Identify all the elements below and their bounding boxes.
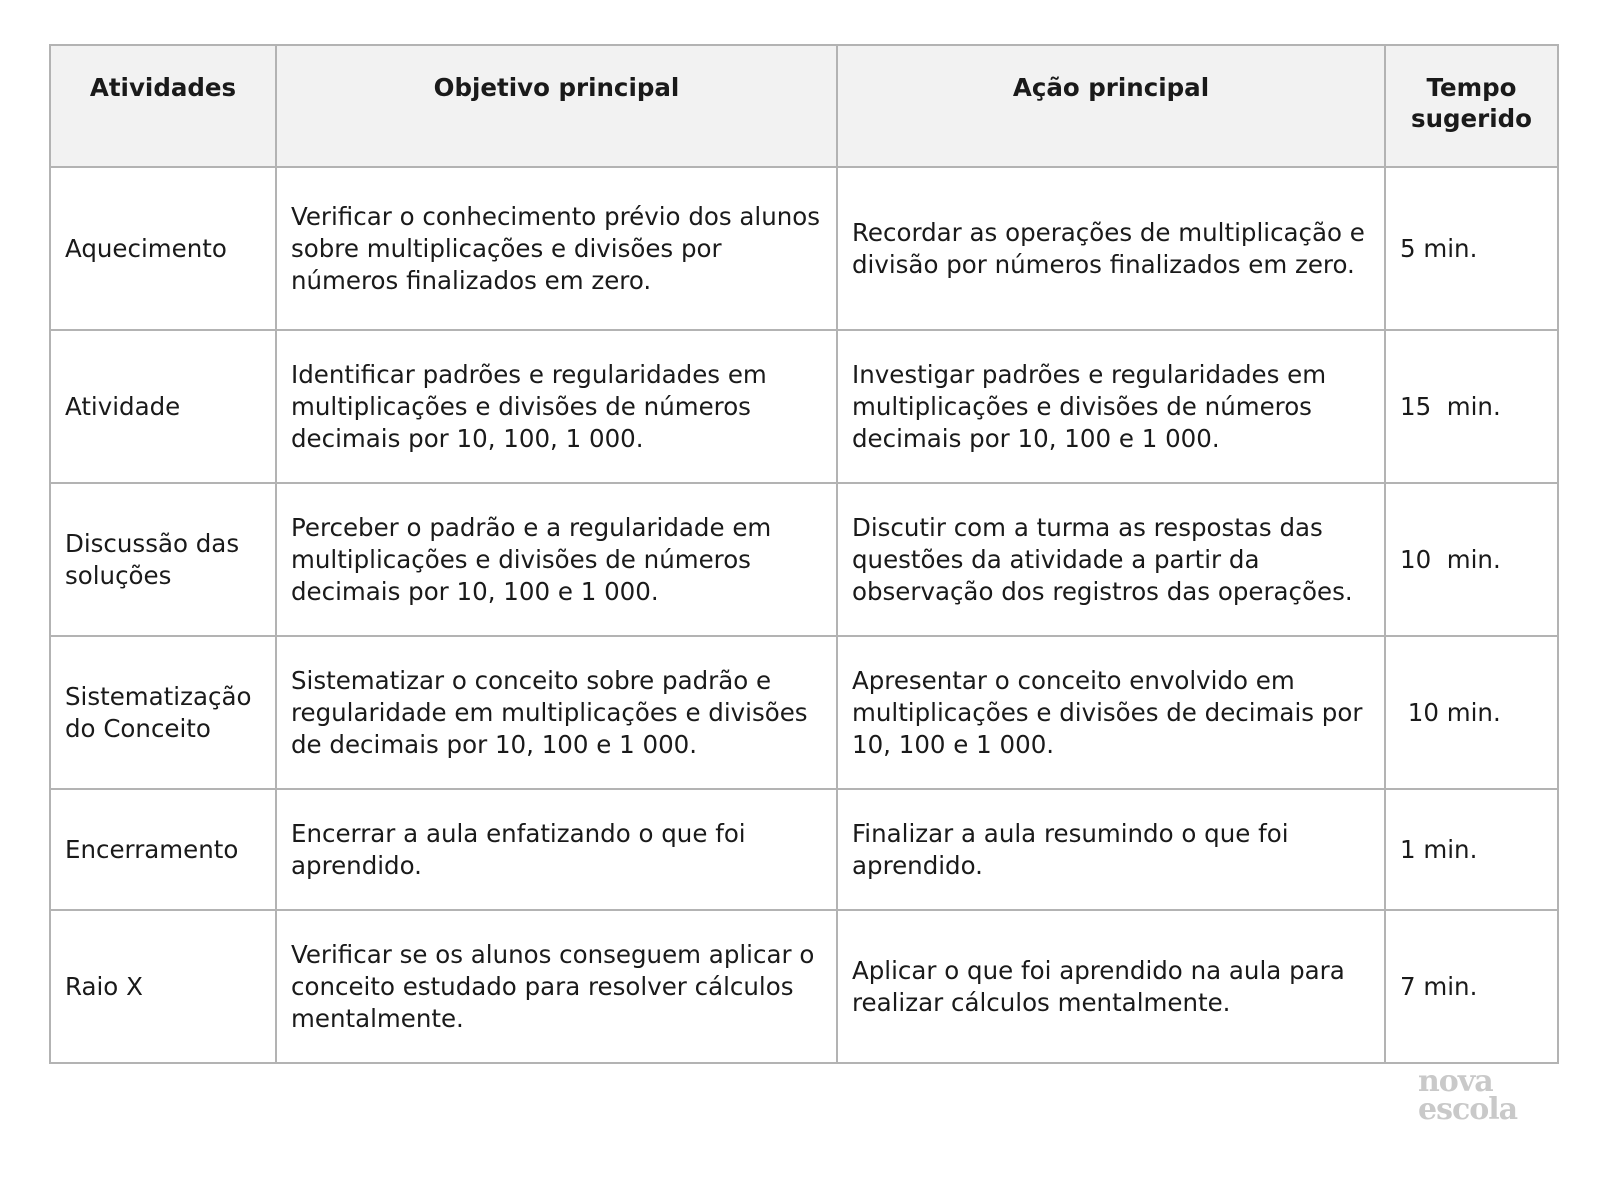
- header-main-action: Ação principal: [837, 45, 1385, 167]
- header-row: [50, 45, 1558, 167]
- logo-line-escola: escola: [1418, 1092, 1518, 1127]
- objective-cell: Verificar o conhecimento prévio dos alunos sobre multiplicações e divisões por números finalizados em zero.: [276, 167, 837, 330]
- activity-cell: Atividade: [50, 330, 276, 483]
- header-suggested-time: Tempo sugerido: [1385, 45, 1558, 167]
- lesson-plan-table: [49, 44, 1559, 1064]
- action-cell: Recordar as operações de multiplicação e divisão por números finalizados em zero.: [837, 167, 1385, 330]
- action-cell: Investigar padrões e regularidades em multiplicações e divisões de números decimais por 10, 100 e 1 000.: [837, 330, 1385, 483]
- table-row: [50, 483, 1558, 636]
- logo-line-nova: nova: [1418, 1064, 1493, 1099]
- header-activities: Atividades: [50, 45, 276, 167]
- header-main-objective: Objetivo principal: [276, 45, 837, 167]
- activity-cell: Encerramento: [50, 789, 276, 910]
- table-row: [50, 167, 1558, 330]
- action-cell: Apresentar o conceito envolvido em multiplicações e divisões de decimais por 10, 100 e 1 000.: [837, 636, 1385, 789]
- objective-cell: Sistematizar o conceito sobre padrão e regularidade em multiplicações e divisões de decimais por 10, 100 e 1 000.: [276, 636, 837, 789]
- objective-cell: Perceber o padrão e a regularidade em multiplicações e divisões de números decimais por 10, 100 e 1 000.: [276, 483, 837, 636]
- nova-escola-logo: [1418, 1064, 1538, 1127]
- time-cell: 10 min.: [1385, 483, 1558, 636]
- table-row: [50, 636, 1558, 789]
- time-cell: 1 min.: [1385, 789, 1558, 910]
- activity-cell: Discussão das soluções: [50, 483, 276, 636]
- time-cell: 5 min.: [1385, 167, 1558, 330]
- activity-cell: Sistematização do Conceito: [50, 636, 276, 789]
- table-header: [50, 45, 1558, 167]
- action-cell: Discutir com a turma as respostas das questões da atividade a partir da observação dos registros das operações.: [837, 483, 1385, 636]
- table-row: [50, 330, 1558, 483]
- time-cell: 10 min.: [1385, 636, 1558, 789]
- activity-cell: Aquecimento: [50, 167, 276, 330]
- objective-cell: Identificar padrões e regularidades em multiplicações e divisões de números decimais por 10, 100, 1 000.: [276, 330, 837, 483]
- activity-cell: Raio X: [50, 910, 276, 1063]
- time-cell: 7 min.: [1385, 910, 1558, 1063]
- table-body: [50, 167, 1558, 1063]
- action-cell: Aplicar o que foi aprendido na aula para realizar cálculos mentalmente.: [837, 910, 1385, 1063]
- objective-cell: Verificar se os alunos conseguem aplicar o conceito estudado para resolver cálculos mentalmente.: [276, 910, 837, 1063]
- objective-cell: Encerrar a aula enfatizando o que foi aprendido.: [276, 789, 837, 910]
- table-row: [50, 789, 1558, 910]
- action-cell: Finalizar a aula resumindo o que foi aprendido.: [837, 789, 1385, 910]
- table-row: [50, 910, 1558, 1063]
- time-cell: 15 min.: [1385, 330, 1558, 483]
